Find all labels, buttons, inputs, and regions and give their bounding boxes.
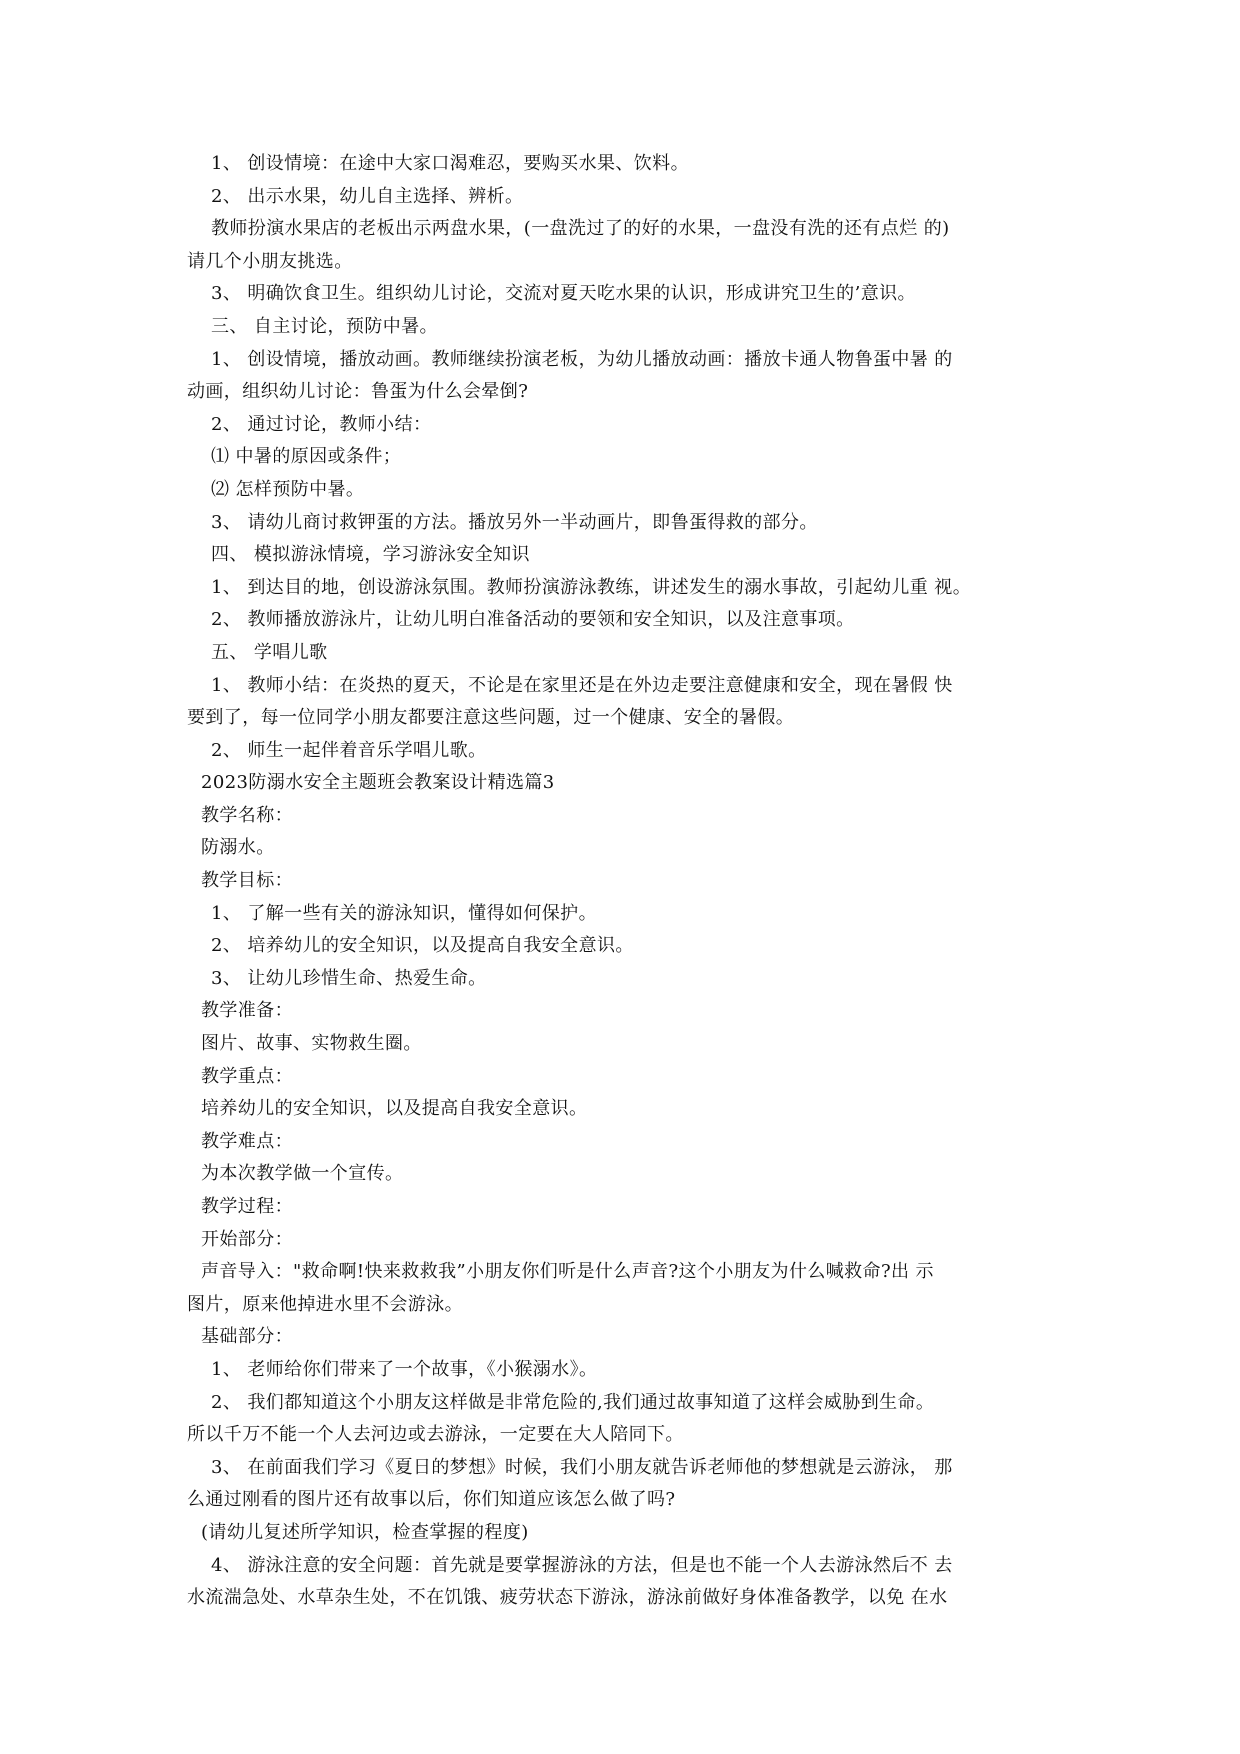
text-line: 3、 在前面我们学习《夏日的梦想》时候，我们小朋友就告诉老师他的梦想就是云游泳， 那	[211, 1456, 953, 1478]
text-line: 图片，原来他掉进水里不会游泳。	[187, 1293, 463, 1315]
text-line: 2、 通过讨论，教师小结：	[211, 413, 432, 435]
text-line: 教学目标：	[201, 870, 293, 892]
text-line: 2、 出示水果，幼儿自主选择、辨析。	[211, 185, 524, 207]
text-line: 1、 创设情境：在途中大家口渴难忍，要购买水果、饮料。	[211, 153, 689, 174]
document-body	[187, 148, 1057, 1615]
text-line: 所以千万不能一个人去河边或去游泳，一定要在大人陪同下。	[187, 1424, 684, 1446]
text-line: 2、 培养幼儿的安全知识，以及提高自我安全意识。	[211, 935, 634, 957]
text-line: 4、 游泳注意的安全问题：首先就是要掌握游泳的方法，但是也不能一个人去游泳然后不 去	[211, 1554, 953, 1576]
text-line: 1、 到达目的地，创设游泳氛围。教师扮演游泳教练，讲述发生的溺水事故，引起幼儿重 视。	[211, 576, 972, 598]
text-line: 教学重点：	[201, 1065, 293, 1087]
text-line: ⑴ 中暑的原因或条件；	[211, 446, 402, 468]
text-line: 培养幼儿的安全知识，以及提高自我安全意识。	[201, 1098, 588, 1120]
text-line: 五、 学唱儿歌	[211, 641, 328, 663]
text-line: 3、 让幼儿珍惜生命、热爱生命。	[211, 967, 487, 989]
text-line: 基础部分：	[201, 1326, 293, 1348]
text-line: 为本次教学做一个宣传。	[201, 1163, 404, 1185]
text-line: 开始部分：	[201, 1228, 293, 1250]
text-line: 3、 请幼儿商讨救钾蛋的方法。播放另外一半动画片，即鲁蛋得救的部分。	[211, 511, 818, 533]
text-line: 教学难点：	[201, 1130, 293, 1152]
text-line: 2023防溺水安全主题班会教案设计精选篇3	[201, 772, 555, 794]
text-line: ⑵ 怎样预防中暑。	[211, 478, 365, 500]
text-line: 3、 明确饮食卫生。组织幼儿讨论，交流对夏天吃水果的认识，形成讲究卫生的’意识。	[211, 283, 916, 305]
text-line: 动画，组织幼儿讨论：鲁蛋为什么会晕倒?	[187, 381, 529, 403]
text-line: 1、 教师小结：在炎热的夏天，不论是在家里还是在外边走要注意健康和安全，现在暑假 快	[211, 674, 953, 696]
text-line: (请幼儿复述所学知识，检查掌握的程度)	[201, 1521, 529, 1543]
text-line: 三、 自主讨论，预防中暑。	[211, 315, 438, 337]
text-line: 要到了，每一位同学小朋友都要注意这些问题，过一个健康、安全的暑假。	[187, 707, 795, 729]
text-line: 1、 老师给你们带来了一个故事，《小猴溺水》。	[211, 1358, 598, 1380]
text-line: 教学准备：	[201, 1000, 293, 1022]
text-line: 请几个小朋友挑选。	[187, 250, 353, 272]
text-line: 教学名称：	[201, 804, 293, 826]
text-line: 水流湍急处、水草杂生处，不在饥饿、疲劳状态下游泳，游泳前做好身体准备教学，以免 在水	[187, 1587, 948, 1609]
text-line: 声音导入："救命啊!快来救救我”小朋友你们听是什么声音?这个小朋友为什么喊救命?出 示	[201, 1261, 934, 1283]
text-line: 1、 创设情境，播放动画。教师继续扮演老板，为幼儿播放动画：播放卡通人物鲁蛋中暑 的	[211, 348, 953, 370]
text-line: 2、 师生一起伴着音乐学唱儿歌。	[211, 739, 487, 761]
text-line: 教学过程：	[201, 1196, 293, 1217]
text-line: 2、 我们都知道这个小朋友这样做是非常危险的,我们通过故事知道了这样会威胁到生命。	[211, 1391, 935, 1413]
text-line: 教师扮演水果店的老板出示两盘水果，(一盘洗过了的好的水果，一盘没有洗的还有点烂 的)	[211, 218, 950, 240]
text-line: 1、 了解一些有关的游泳知识，懂得如何保护。	[211, 902, 597, 924]
text-line: 么通过刚看的图片还有故事以后，你们知道应该怎么做了吗?	[187, 1489, 676, 1511]
text-line: 防溺水。	[201, 837, 275, 859]
text-line: 图片、故事、实物救生圈。	[201, 1033, 422, 1055]
text-line: 四、 模拟游泳情境，学习游泳安全知识	[211, 544, 530, 566]
text-line: 2、 教师播放游泳片，让幼儿明白准备活动的要领和安全知识，以及注意事项。	[211, 609, 855, 631]
